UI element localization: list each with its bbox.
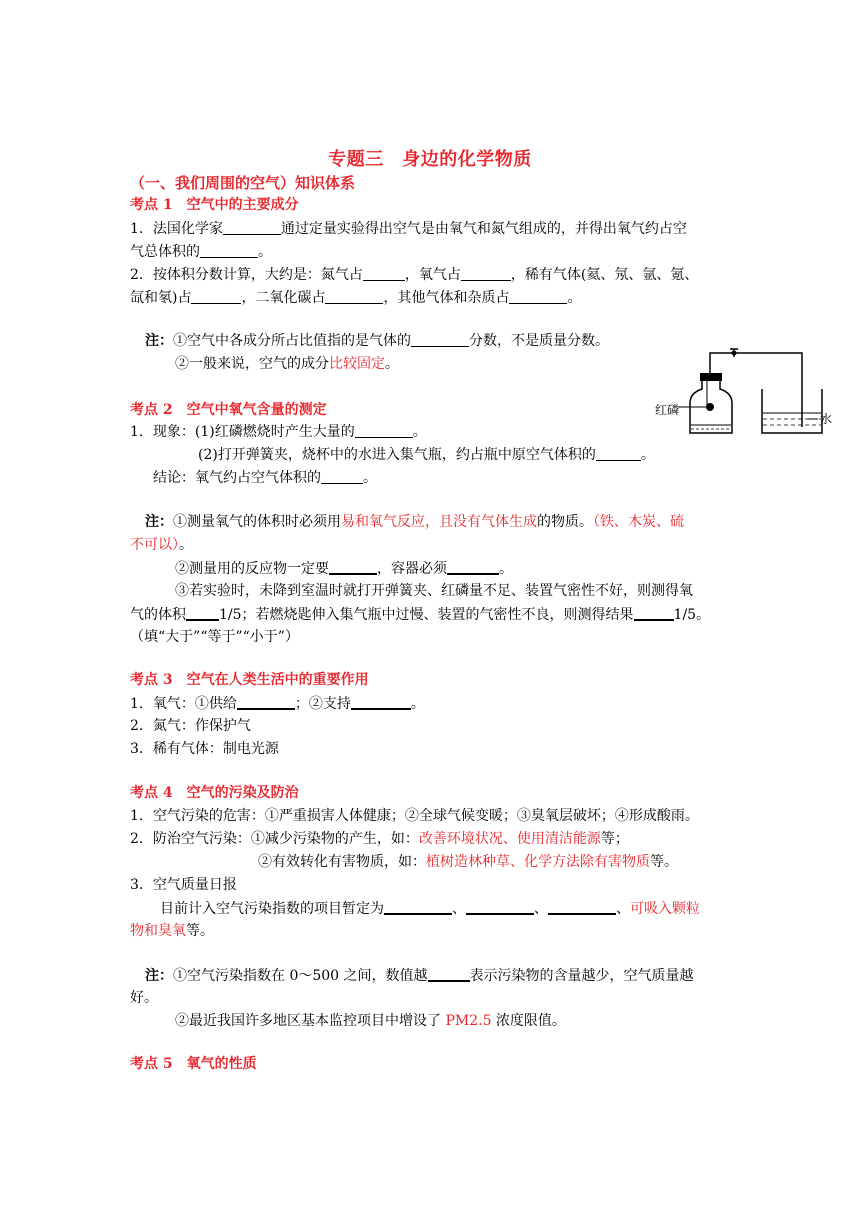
- k2-note1-cont: 不可以）。: [130, 537, 193, 553]
- blank: [447, 559, 499, 575]
- k2-conclusion: 结论：氧气约占空气体积的 。: [153, 470, 377, 486]
- k3-line1: 1．氧气：①供给 ；②支持 。: [130, 696, 425, 712]
- blank: [411, 332, 469, 347]
- k2-note3-hint: （填“大于”“等于”“小于”）: [130, 629, 299, 645]
- k2-note3-cont: 气的体积 1/5；若燃烧匙伸入集气瓶中过慢、装置的气密性不良，则测得结果 1/5。: [130, 607, 711, 623]
- figure-label-water: 水: [820, 412, 833, 426]
- k3-heading: 考点 3 空气在人类生活中的重要作用: [130, 672, 369, 688]
- k4-line2: 2．防治空气污染：①减少污染物的产生，如：改善环境状况、使用清洁能源等；: [130, 831, 629, 847]
- blank: [548, 899, 616, 915]
- blank: [509, 289, 567, 304]
- k1-line1: 1．法国化学家 通过定量实验得出空气是由氧气和氮气组成的，并得出氧气约占空: [130, 221, 687, 237]
- k4-line5: 目前计入空气污染指数的项目暂定为 、 、 、可吸入颗粒: [160, 901, 700, 917]
- page-title: 专题三 身边的化学物质: [328, 149, 532, 170]
- k4-note1: 注：①空气污染指数在 0～500 之间，数值越 表示污染物的含量越少，空气质量越: [145, 968, 694, 984]
- blank: [191, 289, 241, 304]
- k4-note1-cont: 好。: [130, 990, 158, 1006]
- k4-line3: ②有效转化有害物质，如：植树造林种草、化学方法除有害物质等。: [258, 854, 678, 870]
- k3-line3: 3．稀有气体：制电光源: [130, 741, 279, 757]
- blank: [186, 605, 219, 621]
- k2-line1: 1．现象：(1)红磷燃烧时产生大量的 。: [130, 424, 427, 440]
- blank: [363, 266, 405, 281]
- k1-line3: 2．按体积分数计算，大约是：氮气占 ，氧气占 ，稀有气体(氦、氖、氩、氪、: [130, 267, 699, 283]
- blank: [466, 899, 534, 915]
- figure-label-phosphorus: 红磷: [655, 403, 680, 417]
- k2-heading: 考点 2 空气中氧气含量的测定: [130, 402, 327, 418]
- k2-note3: ③若实验时，未降到室温时就打开弹簧夹、红磷量不足、装置气密性不好，则测得氧: [175, 583, 693, 599]
- apparatus-figure: [650, 345, 833, 440]
- k1-line2: 气总体积的 。: [130, 244, 272, 260]
- blank: [461, 266, 511, 281]
- blank: [321, 469, 363, 484]
- k2-line2: (2)打开弹簧夹，烧杯中的水进入集气瓶，约占瓶中原空气体积的 。: [198, 447, 655, 463]
- k2-note2: ②测量用的反应物一定要 ，容器必须 。: [175, 561, 513, 577]
- blank: [596, 446, 641, 461]
- blank: [223, 220, 281, 235]
- blank: [351, 694, 411, 710]
- k4-line1: 1．空气污染的危害：①严重损害人体健康；②全球气候变暖；③臭氧层破坏；④形成酸雨。: [130, 808, 699, 824]
- k1-heading: 考点 1 空气中的主要成分: [130, 197, 299, 213]
- k4-line6: 物和臭氧等。: [130, 923, 214, 939]
- blank: [329, 559, 377, 575]
- blank: [384, 899, 452, 915]
- blank: [428, 966, 470, 982]
- k3-line2: 2．氮气：作保护气: [130, 718, 251, 734]
- blank: [355, 423, 413, 438]
- k2-note1: 注：①测量氧气的体积时必须用易和氧气反应，且没有气体生成的物质。（铁、木炭、硫: [145, 514, 684, 530]
- k1-line4: 氙和氡)占 ，二氧化碳占 ，其他气体和杂质占 。: [130, 290, 582, 306]
- blank: [325, 289, 383, 304]
- blank: [634, 605, 674, 621]
- k5-heading: 考点 5 氧气的性质: [130, 1056, 257, 1072]
- blank: [200, 243, 258, 258]
- k4-heading: 考点 4 空气的污染及防治: [130, 785, 299, 801]
- k4-line4: 3．空气质量日报: [130, 877, 237, 893]
- section-subtitle: （一、我们周围的空气）知识体系: [130, 174, 356, 192]
- k1-note1: 注：①空气中各成分所占比值指的是气体的 分数，不是质量分数。: [145, 333, 609, 349]
- k4-note2: ②最近我国许多地区基本监控项目中增设了 PM2.5 浓度限值。: [175, 1013, 566, 1029]
- k1-note2: ②一般来说，空气的成分比较固定。: [175, 356, 399, 372]
- blank: [237, 694, 295, 710]
